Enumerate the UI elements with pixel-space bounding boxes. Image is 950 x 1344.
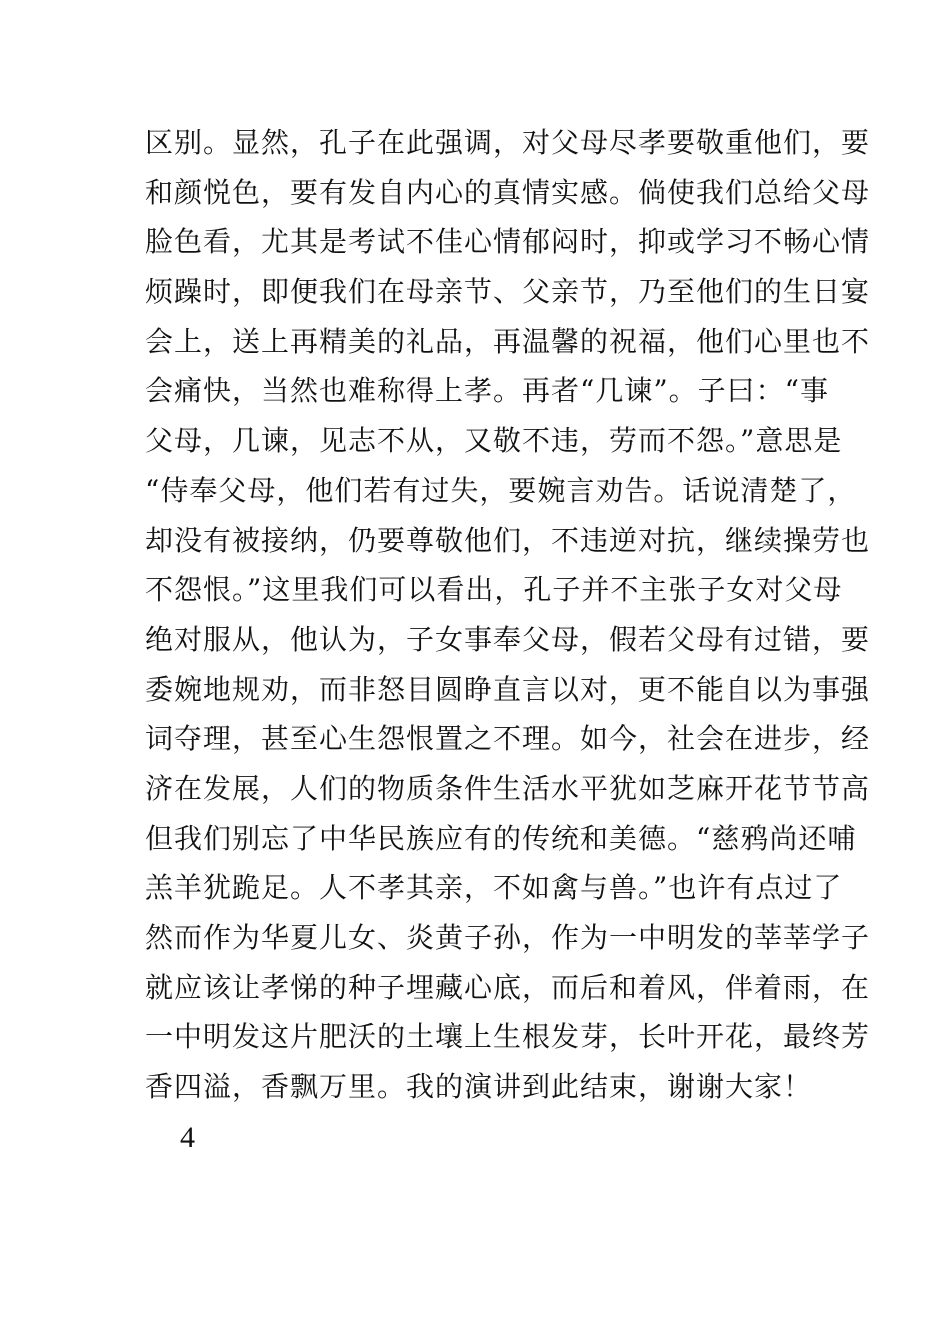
text-line-19: 一中明发这片肥沃的土壤上生根发芽，长叶开花，最终芳 bbox=[145, 1020, 871, 1054]
text-line-3: 脸色看，尤其是考试不佳心情郁闷时，抑或学习不畅心情 bbox=[145, 225, 871, 259]
text-line-4: 烦躁时，即便我们在母亲节、父亲节，乃至他们的生日宴 bbox=[145, 275, 871, 309]
text-line-11: 绝对服从，他认为，子女事奉父母，假若父母有过错，要 bbox=[145, 622, 871, 656]
text-line-14: 济在发展，人们的物质条件生活水平犹如芝麻开花节节高 bbox=[145, 771, 871, 805]
text-line-1: 区别。显然，孔子在此强调，对父母尽孝要敬重他们，要 bbox=[145, 126, 871, 159]
text-line-18: 就应该让孝悌的种子埋藏心底，而后和着风，伴着雨，在 bbox=[145, 970, 871, 1004]
text-line-16: 羔羊犹跪足。人不孝其亲，不如禽与兽。”也许有点过了 bbox=[145, 871, 843, 905]
text-line-5: 会上，送上再精美的礼品，再温馨的祝福，他们心里也不 bbox=[145, 324, 871, 358]
text-line-8: “侍奉父母，他们若有过失，要婉言劝告。话说清楚了， bbox=[145, 473, 857, 507]
speech-body-text bbox=[145, 118, 871, 1112]
text-line-6: 会痛快，当然也难称得上孝。再者“几谏”。子曰：“事 bbox=[145, 374, 829, 408]
text-line-10: 不怨恨。”这里我们可以看出，孔子并不主张子女对父母 bbox=[145, 573, 843, 607]
page-number: 4 bbox=[180, 1121, 195, 1154]
text-line-17: 然而作为华夏儿女、炎黄子孙，作为一中明发的莘莘学子 bbox=[145, 921, 871, 954]
text-line-2: 和颜悦色，要有发自内心的真情实感。倘使我们总给父母 bbox=[145, 175, 871, 209]
text-line-12: 委婉地规劝，而非怒目圆睁直言以对，更不能自以为事强 bbox=[145, 672, 871, 706]
text-line-7: 父母，几谏，见志不从，又敬不违，劳而不怨。”意思是 bbox=[145, 424, 843, 458]
text-line-15: 但我们别忘了中华民族应有的传统和美德。“慈鸦尚还哺 bbox=[145, 821, 857, 855]
text-line-9: 却没有被接纳，仍要尊敬他们，不违逆对抗，继续操劳也 bbox=[145, 523, 871, 557]
text-line-13: 词夺理，甚至心生怨恨置之不理。如今，社会在进步，经 bbox=[145, 722, 871, 756]
text-line-20: 香四溢，香飘万里。我的演讲到此结束，谢谢大家！ bbox=[145, 1070, 813, 1104]
